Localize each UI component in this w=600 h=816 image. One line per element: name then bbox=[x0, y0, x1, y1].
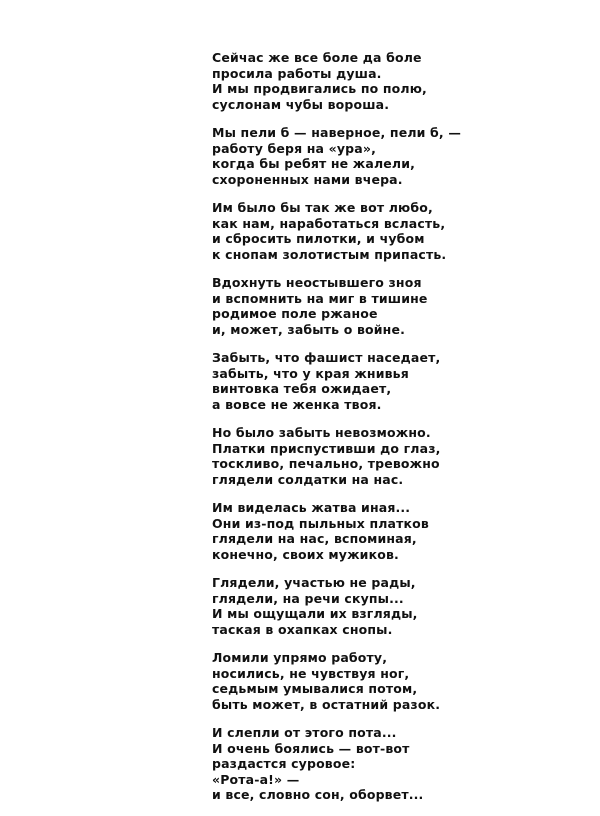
poem-line: Вдохнуть неостывшего зноя bbox=[212, 275, 422, 290]
stanza bbox=[212, 125, 572, 187]
poem-line: просила работы душа. bbox=[212, 65, 382, 81]
poem-line: Они из-под пыльных платков bbox=[212, 515, 429, 531]
poem-line: и сбросить пилотки, и чубом bbox=[212, 231, 425, 246]
poem-line: «Рота-а!» — bbox=[212, 771, 300, 787]
poem-line: и, может, забыть о войне. bbox=[212, 321, 405, 337]
stanza bbox=[212, 275, 572, 337]
stanza bbox=[212, 50, 572, 112]
poem-line: схороненных нами вчера. bbox=[212, 171, 403, 187]
stanza bbox=[212, 500, 572, 562]
poem-line: таская в охапках снопы. bbox=[212, 621, 393, 637]
poem-line: Им виделась жатва иная... bbox=[212, 500, 411, 515]
stanza bbox=[212, 425, 572, 487]
poem-line: И слепли от этого пота... bbox=[212, 725, 397, 740]
poem-line: И мы продвигались по полю, bbox=[212, 81, 427, 96]
poem-line: седьмым умывалися потом, bbox=[212, 681, 418, 696]
stanza bbox=[212, 650, 572, 712]
poem-line: И мы ощущали их взгляды, bbox=[212, 606, 418, 621]
poem-line: к снопам золотистым припасть. bbox=[212, 246, 447, 262]
stanza bbox=[212, 200, 572, 262]
poem-line: быть может, в остатний разок. bbox=[212, 696, 441, 712]
poem-line: Но было забыть невозможно. bbox=[212, 425, 431, 440]
poem-line: носились, не чувствуя ног, bbox=[212, 665, 410, 681]
poem-line: И очень боялись — вот-вот bbox=[212, 740, 410, 756]
poem-line: глядели, на речи скупы... bbox=[212, 590, 404, 606]
poem-line: Платки приспустивши до глаз, bbox=[212, 440, 441, 456]
poem-line: Мы пели б — наверное, пели б, — bbox=[212, 125, 461, 140]
poem-line: когда бы ребят не жалели, bbox=[212, 156, 416, 171]
poem-line: работу беря на «ура», bbox=[212, 140, 376, 156]
poem-line: раздастся суровое: bbox=[212, 756, 356, 771]
poem-line: конечно, своих мужиков. bbox=[212, 546, 399, 562]
poem-line: Забыть, что фашист наседает, bbox=[212, 350, 441, 365]
poem-line: Ломили упрямо работу, bbox=[212, 650, 388, 665]
poem-line: глядели солдатки на нас. bbox=[212, 471, 404, 487]
poem-line: винтовка тебя ожидает, bbox=[212, 381, 392, 396]
poem-line: Глядели, участью не рады, bbox=[212, 575, 416, 590]
poem-line: как нам, наработаться всласть, bbox=[212, 215, 446, 231]
poem-line: Сейчас же все боле да боле bbox=[212, 50, 422, 65]
stanza bbox=[212, 575, 572, 637]
poem-line: глядели на нас, вспоминая, bbox=[212, 531, 417, 546]
poem-line: тоскливо, печально, тревожно bbox=[212, 456, 440, 471]
poem-line: Им было бы так же вот любо, bbox=[212, 200, 433, 215]
poem-text bbox=[212, 50, 572, 816]
poem-line: а вовсе не женка твоя. bbox=[212, 396, 382, 412]
poem-line: и вспомнить на миг в тишине bbox=[212, 290, 428, 306]
stanza bbox=[212, 725, 572, 803]
poem-line: родимое поле ржаное bbox=[212, 306, 378, 321]
poem-line: забыть, что у края жнивья bbox=[212, 365, 409, 381]
stanza bbox=[212, 350, 572, 412]
poem-line: и все, словно сон, оборвет... bbox=[212, 787, 424, 802]
poem-line: суслонам чубы вороша. bbox=[212, 96, 390, 112]
